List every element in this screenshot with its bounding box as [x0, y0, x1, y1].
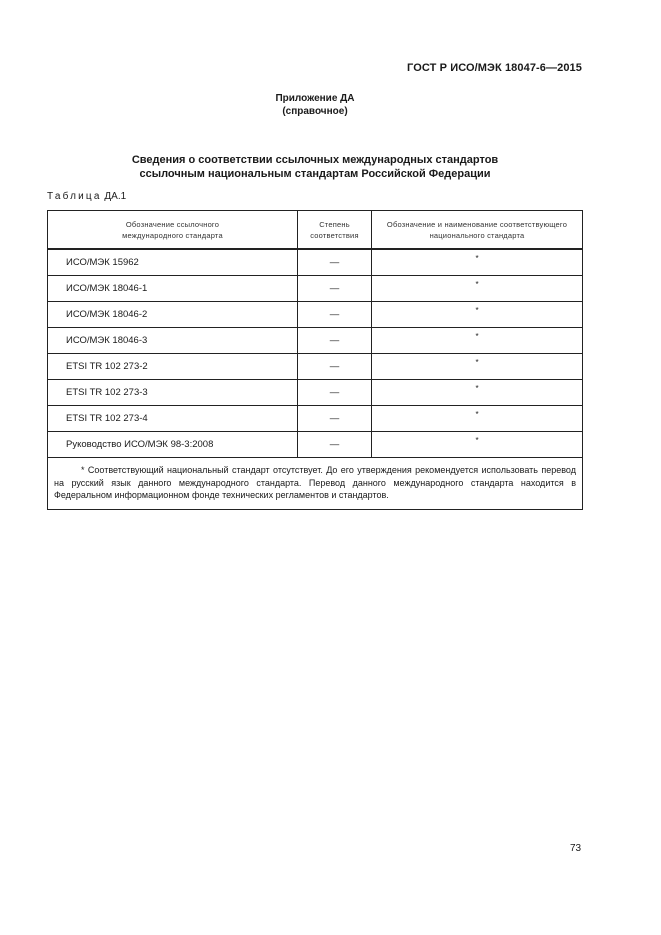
table-row	[48, 328, 583, 354]
header-degree	[298, 211, 372, 250]
table-row	[48, 276, 583, 302]
annex-subtitle: (справочное)	[282, 106, 348, 117]
footnote-marker: *	[475, 332, 479, 341]
table-caption-number: ДА.1	[104, 191, 127, 202]
header-national	[372, 211, 583, 250]
annex-block	[0, 92, 630, 118]
cell-reference: ETSI TR 102 273-3	[48, 380, 298, 406]
cell-reference: ETSI TR 102 273-4	[48, 406, 298, 432]
cell-reference: ИСО/МЭК 15962	[48, 249, 298, 276]
header-degree-line1: Степень	[319, 219, 350, 229]
footnote-marker: *	[475, 358, 479, 367]
cell-degree: —	[298, 249, 372, 276]
cell-national	[372, 302, 583, 328]
header-national-line1: Обозначение и наименование соответствующего	[386, 219, 568, 229]
header-reference	[48, 211, 298, 250]
cell-degree: —	[298, 380, 372, 406]
cell-national	[372, 432, 583, 458]
cell-reference: ETSI TR 102 273-2	[48, 354, 298, 380]
header-reference-line1: Обозначение ссылочного	[125, 219, 220, 229]
section-heading-line2: ссылочным национальным стандартам Российской Федерации	[139, 168, 491, 180]
cell-national	[372, 249, 583, 276]
footnote-marker: *	[475, 280, 479, 289]
cell-degree: —	[298, 276, 372, 302]
table-row	[48, 380, 583, 406]
cell-reference: ИСО/МЭК 18046-1	[48, 276, 298, 302]
footnote-marker: *	[475, 254, 479, 263]
cell-degree: —	[298, 406, 372, 432]
cell-national	[372, 276, 583, 302]
header-degree-line2: соответствия	[310, 230, 359, 240]
annex-title: Приложение ДА	[275, 93, 355, 104]
page-number: 73	[570, 843, 582, 854]
cell-national	[372, 406, 583, 432]
table-caption-word: Таблица	[47, 191, 102, 202]
table-row	[48, 302, 583, 328]
table-row	[48, 406, 583, 432]
cell-degree: —	[298, 302, 372, 328]
correspondence-table	[47, 210, 583, 510]
table-row	[48, 249, 583, 276]
cell-degree: —	[298, 432, 372, 458]
section-heading	[0, 153, 630, 181]
footnote-marker: *	[475, 436, 479, 445]
cell-degree: —	[298, 328, 372, 354]
table-caption	[47, 191, 126, 202]
footnote-marker: *	[475, 410, 479, 419]
cell-reference: ИСО/МЭК 18046-3	[48, 328, 298, 354]
table-row	[48, 432, 583, 458]
table-footnote: * Соответствующий национальный стандарт отсутствует. До его утверждения рекомендуется использовать перевод на русский язык данного международного стандарта. Перевод данного международного стандарта находится в Федеральном информационном фонде технических регламентов и стандартов.	[48, 458, 583, 510]
document-code: ГОСТ Р ИСО/МЭК 18047-6—2015	[407, 62, 582, 74]
cell-degree: —	[298, 354, 372, 380]
header-reference-line2: международного стандарта	[122, 230, 223, 240]
cell-reference: Руководство ИСО/МЭК 98-3:2008	[48, 432, 298, 458]
cell-national	[372, 354, 583, 380]
table-footnote-row	[48, 458, 583, 510]
table-header-row	[48, 211, 583, 250]
cell-national	[372, 328, 583, 354]
header-national-line2: национального стандарта	[429, 230, 525, 240]
footnote-marker: *	[475, 306, 479, 315]
cell-reference: ИСО/МЭК 18046-2	[48, 302, 298, 328]
table-row	[48, 354, 583, 380]
section-heading-line1: Сведения о соответствии ссылочных международных стандартов	[131, 154, 499, 166]
footnote-marker: *	[475, 384, 479, 393]
cell-national	[372, 380, 583, 406]
